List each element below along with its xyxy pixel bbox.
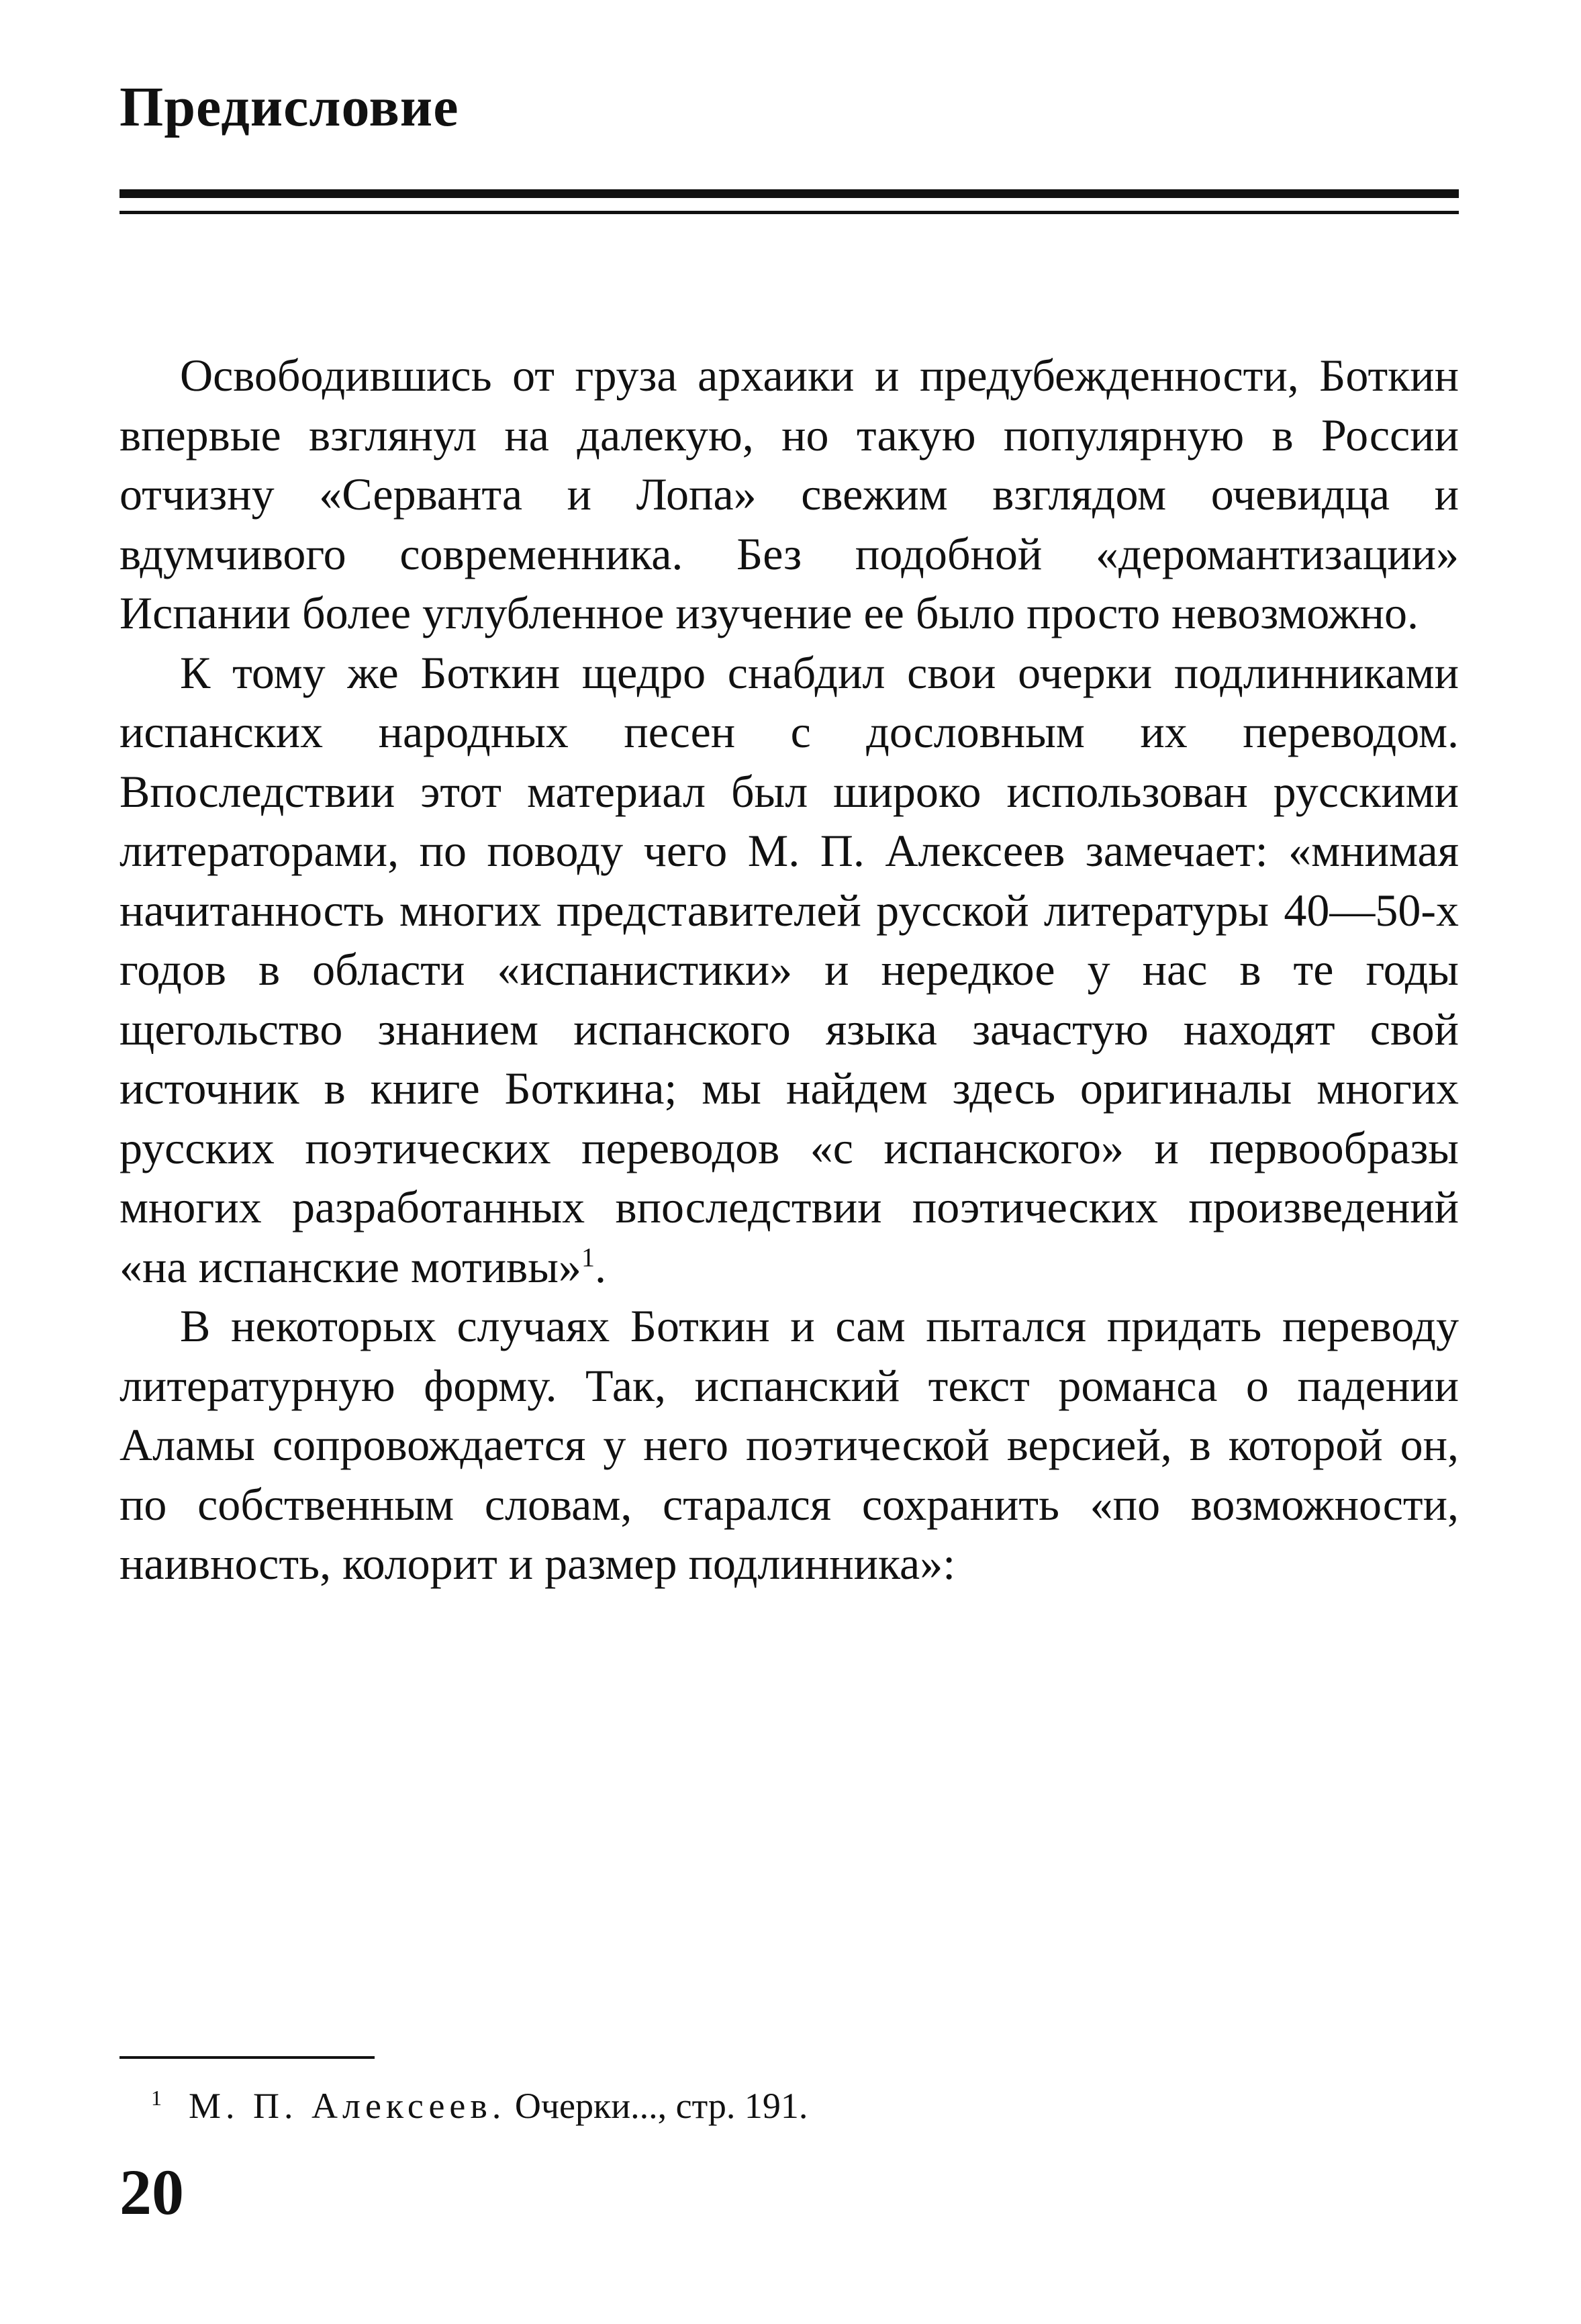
paragraph-2: [119, 643, 1459, 1297]
running-title: Предисловие: [119, 76, 459, 138]
footnote: [151, 2084, 808, 2128]
footnote-rule: [119, 2056, 375, 2059]
paragraph-2-text: К тому же Боткин щедро снабдил свои очерки подлинниками испанских народных песен с дословным их переводом. Впоследствии этот материал был широко использован русскими литераторами, по поводу чего М. П. Алексеев замечает: «мнимая начитанность многих представителей русской литературы 40—50-х годов в области «испанистики» и нередкое у нас в те годы щегольство знанием испанского языка зачастую находят свой источник в книге Боткина; мы найдем здесь оригиналы многих русских поэтических переводов «с испанского» и первообразы многих разработанных впоследствии поэтических произведений «на испанские мотивы»: [119, 646, 1459, 1292]
body-text: [119, 346, 1459, 1594]
header-rule-thin: [119, 211, 1459, 214]
footnote-reference: 1: [581, 1241, 595, 1272]
footnote-marker: 1: [151, 2086, 162, 2110]
footnote-source: Очерки..., стр. 191.: [514, 2086, 808, 2126]
paragraph-1: Освободившись от груза архаики и предубежденности, Боткин впервые взглянул на далекую, но такую популярную в России отчизну «Серванта и Лопа» свежим взглядом очевидца и вдумчивого современника. Без подобной «деромантизации» Испании более углубленное изучение ее было просто невозможно.: [119, 350, 1459, 638]
footnote-author: М. П. Алексеев.: [189, 2086, 506, 2126]
page-number: 20: [119, 2156, 184, 2228]
header-rule-thick: [119, 189, 1459, 198]
paragraph-2-end: .: [594, 1241, 606, 1292]
paragraph-3: В некоторых случаях Боткин и сам пытался придать переводу литературную форму. Так, испанский текст романса о падении Аламы сопровождается у него поэтической версией, в которой он, по собственным словам, старался сохранить «по возможности, наивность, колорит и размер подлинника»:: [119, 1300, 1459, 1589]
